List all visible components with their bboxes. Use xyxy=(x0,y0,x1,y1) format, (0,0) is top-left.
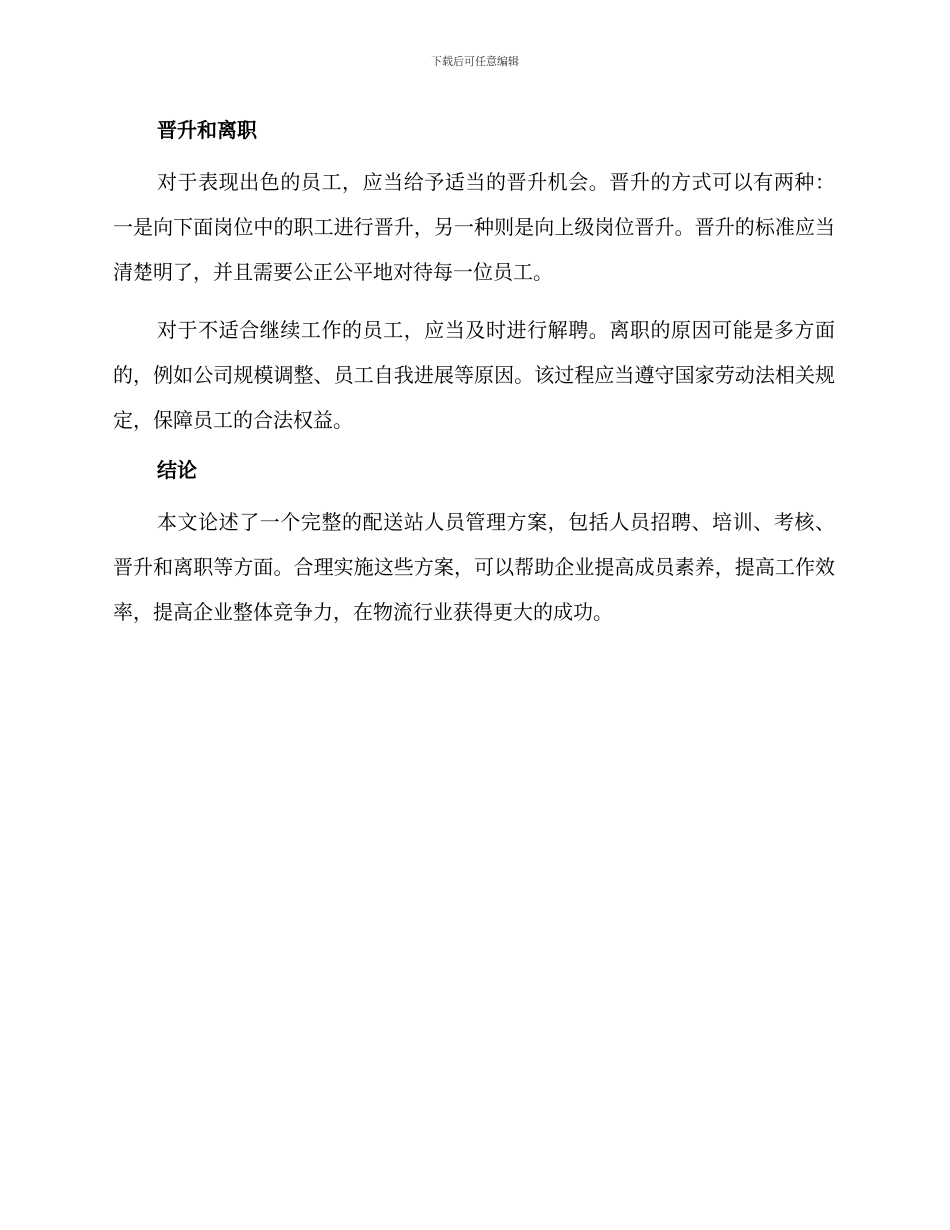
section-heading-promotion-resignation: 晋升和离职 xyxy=(157,118,257,142)
paragraph-promotion: 对于表现出色的员工，应当给予适当的晋升机会。晋升的方式可以有两种：一是向下面岗位中的职工进行晋升，另一种则是向上级岗位晋升。晋升的标准应当清楚明了，并且需要公正公平地对待每一位员工。 xyxy=(113,170,835,284)
paragraph-conclusion: 本文论述了一个完整的配送站人员管理方案，包括人员招聘、培训、考核、晋升和离职等方面。合理实施这些方案，可以帮助企业提高成员素养，提高工作效率，提高企业整体竞争力，在物流行业获得更大的成功。 xyxy=(113,510,835,624)
header-note: 下载后可任意编辑 xyxy=(431,55,519,68)
document-body xyxy=(113,113,835,635)
paragraph-resignation: 对于不适合继续工作的员工，应当及时进行解聘。离职的原因可能是多方面的，例如公司规模调整、员工自我进展等原因。该过程应当遵守国家劳动法相关规定，保障员工的合法权益。 xyxy=(113,318,835,432)
section-heading-conclusion: 结论 xyxy=(157,458,197,482)
